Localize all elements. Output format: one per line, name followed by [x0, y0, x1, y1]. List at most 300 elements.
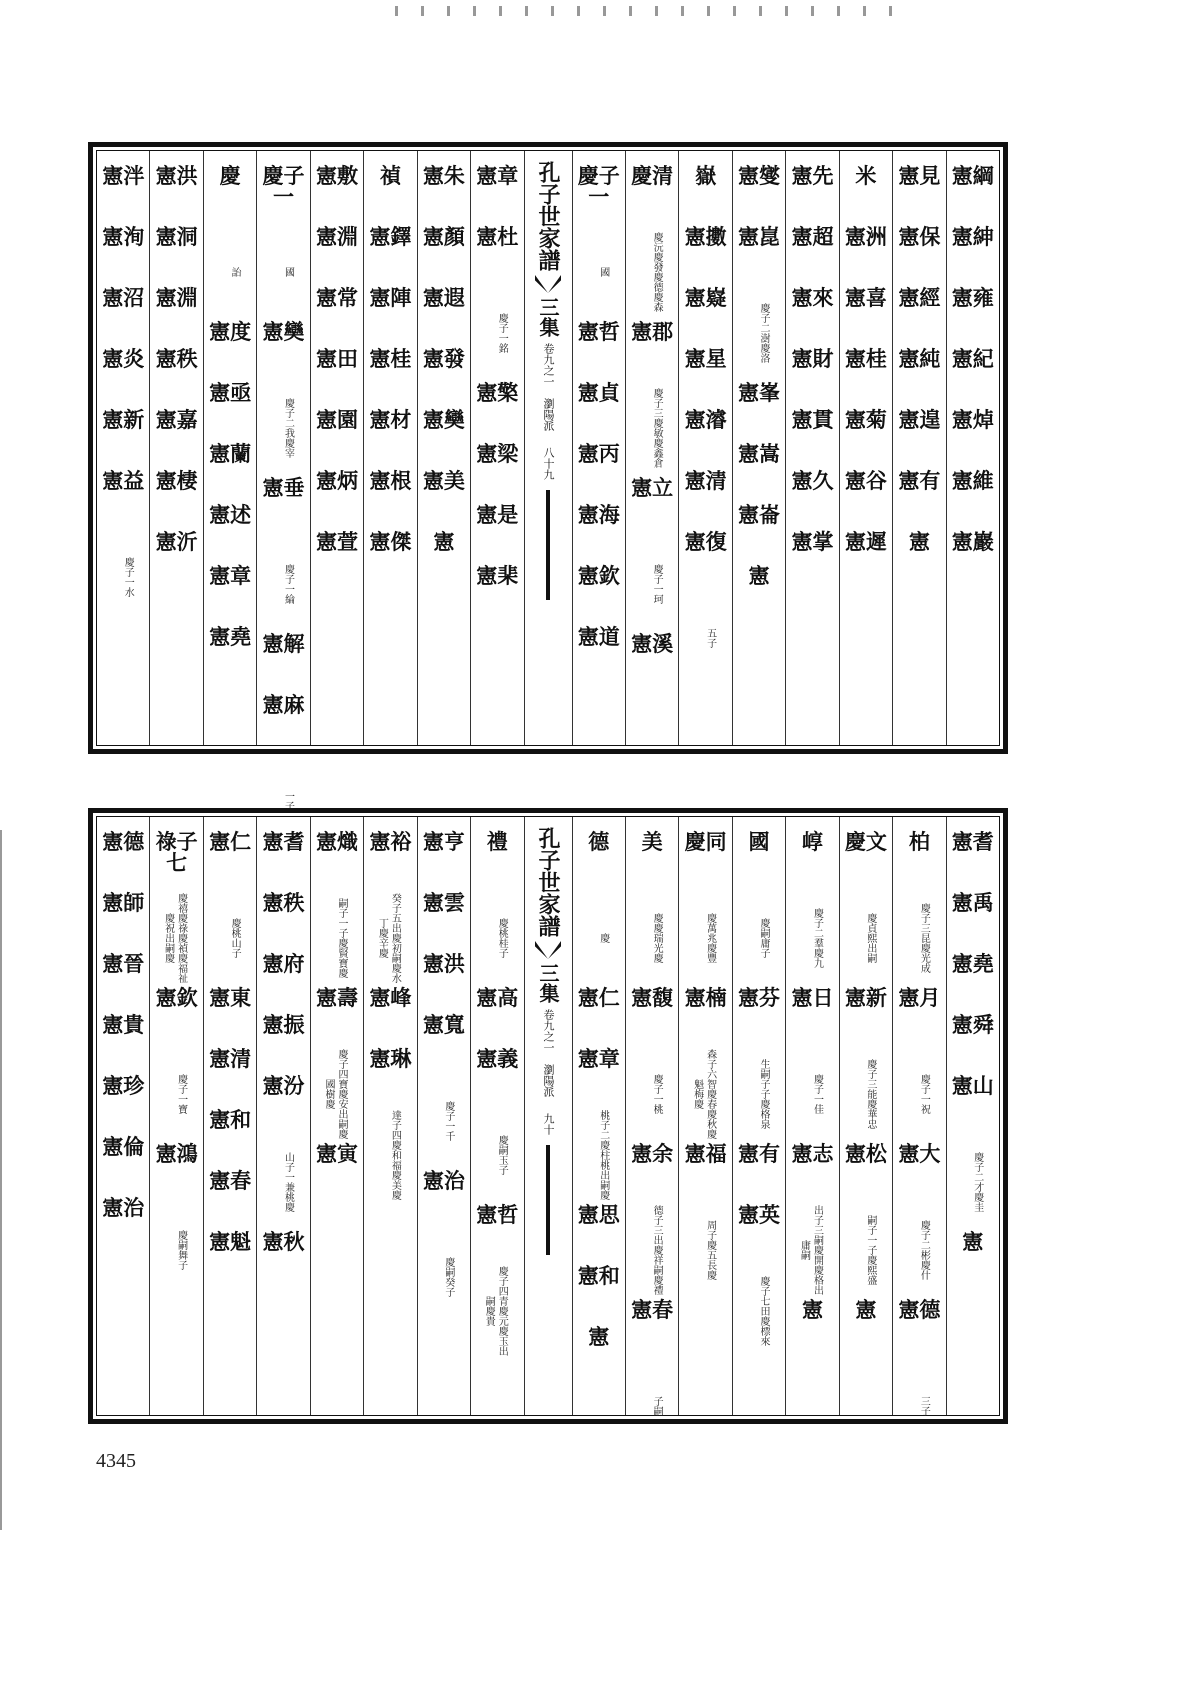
entry-name: 慶: [219, 163, 241, 188]
entry-annotation: 慶子一珂: [651, 564, 663, 604]
text-column-left-3: [363, 151, 416, 745]
entry-name: 憲桂: [844, 346, 887, 371]
name-entry: [150, 831, 202, 987]
name-entry: [209, 382, 251, 443]
text-column-right-3: [839, 817, 892, 1415]
name-entry: [476, 1204, 518, 1360]
name-entry: [209, 626, 251, 687]
entry-name: 憲春: [631, 1297, 674, 1322]
entry-name: 憲棲: [155, 468, 198, 493]
entry-name: 憲余: [631, 1141, 674, 1166]
name-entry: [738, 165, 780, 226]
fishtail-mark: [535, 275, 561, 293]
name-entry: [685, 531, 727, 687]
entry-name: 憲芬: [738, 985, 781, 1010]
name-entry: [952, 892, 994, 953]
name-entry: [578, 565, 620, 626]
name-entry: [423, 953, 465, 1014]
entry-annotation: 森子六智慶春慶秋慶魁梅慶: [691, 1049, 716, 1139]
name-entry: [316, 409, 358, 470]
entry-name: 美: [641, 829, 663, 854]
entry-annotation: 慶子一桃: [651, 1074, 663, 1114]
entry-name: 憲楠: [684, 985, 727, 1010]
name-entry: [749, 565, 770, 626]
entry-name: 憲義: [476, 1046, 519, 1071]
name-entry: [102, 470, 144, 626]
name-entry: [631, 165, 673, 321]
entry-name: 憲焯: [951, 407, 994, 432]
name-entry: [855, 1299, 876, 1360]
name-entry: [209, 1170, 251, 1231]
name-entry: [588, 1326, 609, 1387]
text-column-left-1: [470, 817, 523, 1415]
name-entry: [316, 165, 358, 226]
entry-name: 憲純: [898, 346, 941, 371]
name-entry: [578, 1265, 620, 1326]
entry-name: 憲顏: [422, 224, 465, 249]
entry-name: 憲發: [422, 346, 465, 371]
entry-name: 憲復: [684, 529, 727, 554]
name-entry: [952, 165, 994, 226]
entry-name: 憲紳: [951, 224, 994, 249]
entry-annotation: 慶子一千: [442, 1101, 454, 1141]
fishtail-mark: [535, 941, 561, 959]
name-entry: [685, 1143, 727, 1299]
name-entry: [845, 470, 887, 531]
entry-name: 憲德: [898, 1297, 941, 1322]
name-entry: [738, 1204, 780, 1360]
entry-name: 憲春: [209, 1168, 252, 1193]
entry-name: 憲海: [577, 502, 620, 527]
name-entry: [263, 892, 305, 953]
name-entry: [102, 348, 144, 409]
entry-name: 憲新: [102, 407, 145, 432]
entry-annotation: 慶子三能慶華忠: [864, 1059, 876, 1129]
name-entry: [102, 1075, 144, 1136]
entry-annotation: 慶子二彬慶什: [918, 1220, 930, 1280]
name-entry: [423, 409, 465, 470]
entry-name: 憲淵: [315, 224, 358, 249]
name-entry: [102, 892, 144, 953]
name-entry: [102, 1136, 144, 1197]
entry-name: 憲遐: [422, 285, 465, 310]
text-column-right-7: [625, 151, 678, 745]
entry-name: 憲章: [577, 1046, 620, 1071]
name-entry: [802, 1299, 823, 1360]
entry-name: 嶽: [695, 163, 717, 188]
entry-name: 憲泮: [102, 163, 145, 188]
entry-annotation: 周子慶五長慶: [704, 1220, 716, 1280]
name-entry: [845, 531, 887, 592]
entry-name: 憲峯: [738, 380, 781, 405]
name-entry: [578, 321, 620, 382]
name-entry: [476, 226, 518, 382]
text-column-left-6: [203, 151, 256, 745]
entry-annotation: 慶子一佳: [811, 1074, 823, 1114]
name-entry: [209, 443, 251, 504]
entry-name: 憲濬: [684, 407, 727, 432]
name-entry: [476, 565, 518, 626]
entry-annotation: 癸子五出慶初嗣慶水丁慶辛慶: [376, 893, 401, 983]
name-entry: [685, 470, 727, 531]
text-column-left-2: [417, 151, 470, 745]
name-entry: [952, 831, 994, 892]
entry-name: 憲嵩: [738, 441, 781, 466]
collection-label: 三集: [536, 297, 560, 337]
name-entry: [209, 987, 251, 1048]
name-entry: [156, 470, 198, 531]
name-entry: [219, 165, 241, 321]
name-entry: [476, 443, 518, 504]
entry-name: 憲治: [102, 1195, 145, 1220]
entry-name: 憲欽: [155, 985, 198, 1010]
name-entry: [102, 409, 144, 470]
name-entry: [573, 165, 625, 321]
entry-name: 憲見: [898, 163, 941, 188]
name-entry: [738, 1143, 780, 1204]
entry-annotation: 慶桃山子: [229, 918, 241, 958]
name-entry: [845, 831, 887, 987]
name-entry: [380, 165, 401, 226]
entry-name: 憲治: [422, 1168, 465, 1193]
entry-name: 憲章: [476, 163, 519, 188]
entry-name: 憲燮: [738, 163, 781, 188]
name-entry: [369, 831, 411, 987]
entry-annotation: 慶嗣癸子: [442, 1257, 454, 1297]
name-entry: [369, 348, 411, 409]
name-entry: [578, 1048, 620, 1204]
entry-name: 憲紀: [951, 346, 994, 371]
page-number: 4345: [96, 1450, 136, 1472]
entry-name: 憲度: [209, 319, 252, 344]
entry-name: 憲亨: [422, 829, 465, 854]
entry-name: 憲清: [684, 468, 727, 493]
entry-name: 憲雍: [951, 285, 994, 310]
name-entry: [156, 165, 198, 226]
name-entry: [631, 477, 673, 633]
name-entry: [263, 831, 305, 892]
name-entry: [845, 226, 887, 287]
name-entry: [631, 633, 673, 694]
entry-name: 憲有: [738, 1141, 781, 1166]
entry-name: 憲振: [262, 1012, 305, 1037]
name-entry: [316, 226, 358, 287]
entry-name: 柏: [908, 829, 930, 854]
entry-name: 憲洲: [844, 224, 887, 249]
entry-name: 憲: [855, 1297, 877, 1322]
text-column-right-1: [946, 151, 999, 745]
name-entry: [738, 226, 780, 382]
entry-name: 憲清: [209, 1046, 252, 1071]
name-entry: [631, 321, 673, 477]
name-entry: [578, 504, 620, 565]
name-entry: [898, 287, 940, 348]
name-entry: [845, 409, 887, 470]
name-entry: [369, 226, 411, 287]
entry-name: 憲朱: [422, 163, 465, 188]
entry-annotation: 慶禧慶祿慶禎慶福祉慶祝出嗣慶: [162, 893, 187, 983]
entry-annotation: 山子一兼桃慶: [282, 1152, 294, 1212]
text-column-right-2: [892, 151, 945, 745]
entry-name: 憲東: [209, 985, 252, 1010]
name-entry: [952, 470, 994, 531]
entry-name: 憲常: [315, 285, 358, 310]
name-entry: [423, 1014, 465, 1170]
entry-name: 憲福: [684, 1141, 727, 1166]
entry-annotation: 慶萬兆慶豐: [704, 913, 716, 963]
name-entry: [102, 831, 144, 892]
left-scan-edge: [0, 830, 2, 1530]
entry-annotation: 慶子二才慶圭: [971, 1152, 983, 1212]
entry-name: 憲仁: [209, 829, 252, 854]
entry-annotation: 慶子一銘: [496, 313, 508, 353]
entry-name: 憲杜: [476, 224, 519, 249]
name-entry: [631, 1143, 673, 1299]
name-entry: [845, 987, 887, 1143]
entry-name: 憲炳: [315, 468, 358, 493]
entry-name: 憲崙: [738, 502, 781, 527]
page-frame: [96, 150, 1000, 811]
name-entry: [685, 226, 727, 287]
name-entry: [209, 321, 251, 382]
book-title-column: [524, 151, 572, 745]
entry-name: 憲耆: [951, 829, 994, 854]
text-column-left-1: [470, 151, 523, 745]
entry-annotation: 慶子二澍慶洛: [758, 303, 770, 363]
entry-name: 憲郡: [631, 319, 674, 344]
name-entry: [738, 382, 780, 443]
name-entry: [423, 831, 465, 892]
name-entry: [263, 633, 305, 694]
entry-name: 禮: [486, 829, 508, 854]
name-entry: [102, 1014, 144, 1075]
entry-annotation: 出子三嗣慶開慶格出庸嗣: [798, 1205, 823, 1295]
name-entry: [962, 1231, 983, 1292]
entry-name: 憲奱: [262, 319, 305, 344]
name-entry: [578, 382, 620, 443]
name-entry: [578, 1204, 620, 1265]
name-entry: [102, 226, 144, 287]
name-entry: [423, 287, 465, 348]
name-entry: [102, 953, 144, 1014]
entry-name: 憲師: [102, 890, 145, 915]
name-entry: [209, 565, 251, 626]
name-entry: [476, 504, 518, 565]
name-entry: [156, 531, 198, 592]
name-entry: [952, 348, 994, 409]
name-entry: [209, 1231, 251, 1292]
name-entry: [316, 287, 358, 348]
name-entry: [791, 165, 833, 226]
entry-annotation: 子嗣: [651, 1396, 663, 1416]
text-column-right-6: [678, 151, 731, 745]
entry-name: 憲舜: [951, 1012, 994, 1037]
entry-name: 憲秩: [155, 346, 198, 371]
name-entry: [791, 348, 833, 409]
entry-name: 憲炎: [102, 346, 145, 371]
entry-name: 憲禹: [951, 890, 994, 915]
entry-name: 憲秋: [262, 1229, 305, 1254]
entry-name: 憲松: [844, 1141, 887, 1166]
entry-name: 憲益: [102, 468, 145, 493]
entry-name: 憲棐: [476, 563, 519, 588]
entry-annotation: 嗣子一子慶熙盛: [864, 1215, 876, 1285]
entry-name: 憲大: [898, 1141, 941, 1166]
entry-name: 憲有: [898, 468, 941, 493]
entry-name: 憲萱: [315, 529, 358, 554]
text-column-left-3: [363, 817, 416, 1415]
entry-name: 憲府: [262, 951, 305, 976]
name-entry: [845, 1143, 887, 1299]
entry-name: 慶同: [684, 829, 727, 854]
name-entry: [952, 953, 994, 1014]
name-entry: [738, 443, 780, 504]
name-entry: [855, 165, 876, 226]
entry-name: 崞: [801, 829, 823, 854]
name-entry: [476, 382, 518, 443]
name-entry: [433, 531, 454, 592]
collection-label: 三集: [536, 963, 560, 1003]
entry-annotation: 慶嗣玉子: [496, 1135, 508, 1175]
name-entry: [316, 348, 358, 409]
entry-name: 憲喜: [844, 285, 887, 310]
entry-annotation: 慶桃桂子: [496, 918, 508, 958]
entry-annotation: 慶子一祝: [918, 1074, 930, 1114]
name-entry: [476, 987, 518, 1048]
name-entry: [156, 348, 198, 409]
entry-annotation: 慶子一寶: [175, 1074, 187, 1114]
text-column-left-7: [149, 151, 202, 745]
name-entry: [423, 470, 465, 531]
text-column-right-5: [732, 817, 785, 1415]
name-entry: [738, 987, 780, 1143]
entry-name: 憲遑: [898, 407, 941, 432]
name-entry: [578, 443, 620, 504]
entry-name: 米: [855, 163, 877, 188]
entry-name: 憲欽: [577, 563, 620, 588]
entry-name: 憲先: [791, 163, 834, 188]
entry-name: 憲擻: [684, 224, 727, 249]
name-entry: [685, 987, 727, 1143]
text-column-left-5: [256, 151, 309, 811]
name-entry: [209, 504, 251, 565]
name-entry: [641, 831, 663, 987]
name-entry: [369, 470, 411, 531]
entry-annotation: 慶嗣庸子: [758, 918, 770, 958]
entry-name: 憲陣: [369, 285, 412, 310]
entry-name: 憲: [588, 1324, 610, 1349]
leaf-number: 八十九: [542, 447, 555, 480]
page-frame: [96, 816, 1000, 1416]
name-entry: [791, 287, 833, 348]
entry-name: 憲貫: [791, 407, 834, 432]
name-entry: [369, 409, 411, 470]
name-entry: [423, 226, 465, 287]
name-entry: [209, 831, 251, 987]
text-column-left-8: [97, 151, 149, 745]
name-entry: [952, 1014, 994, 1075]
entry-annotation: 國: [597, 267, 609, 277]
entry-name: 憲仁: [577, 985, 620, 1010]
name-entry: [898, 1299, 940, 1455]
entry-name: 憲掌: [791, 529, 834, 554]
entry-name: 慶清: [631, 163, 674, 188]
entry-name: 憲馥: [631, 985, 674, 1010]
entry-name: 禎: [379, 163, 401, 188]
entry-name: 憲桂: [369, 346, 412, 371]
entry-annotation: 達子四慶和福慶美慶: [389, 1110, 401, 1200]
name-entry: [631, 1299, 673, 1455]
entry-name: 憲鴻: [155, 1141, 198, 1166]
entry-name: 憲洪: [422, 951, 465, 976]
entry-annotation: 慶子四青慶元慶玉出嗣慶貴: [483, 1266, 508, 1356]
text-column-left-4: [310, 151, 363, 745]
entry-name: 憲貞: [577, 380, 620, 405]
text-column-right-6: [678, 817, 731, 1415]
entry-name: 憲嶷: [684, 285, 727, 310]
entry-name: 憲高: [476, 985, 519, 1010]
name-entry: [369, 1048, 411, 1204]
entry-name: 憲倫: [102, 1134, 145, 1159]
name-entry: [685, 409, 727, 470]
entry-annotation: 慶子一水: [122, 557, 134, 597]
entry-name: 憲: [801, 1297, 823, 1322]
text-column-left-5: [256, 817, 309, 1415]
entry-name: 慶文: [844, 829, 887, 854]
name-entry: [898, 165, 940, 226]
name-entry: [102, 1197, 144, 1258]
entry-name: 憲: [748, 563, 770, 588]
entry-name: 憲淵: [155, 285, 198, 310]
entry-annotation: 生嗣子子慶格泉: [758, 1059, 770, 1129]
entry-name: 憲雲: [422, 890, 465, 915]
entry-name: 憲山: [951, 1073, 994, 1098]
name-entry: [263, 477, 305, 633]
entry-annotation: 國: [282, 267, 294, 277]
entry-annotation: 慶子二羣慶九: [811, 908, 823, 968]
entry-name: 憲垂: [262, 475, 305, 500]
name-entry: [685, 348, 727, 409]
entry-name: 憲菊: [844, 407, 887, 432]
entry-name: 憲堯: [209, 624, 252, 649]
text-column-right-1: [946, 817, 999, 1415]
entry-name: 憲秩: [262, 890, 305, 915]
name-entry: [423, 348, 465, 409]
entry-name: 憲: [908, 529, 930, 554]
book-title-column: [524, 817, 572, 1415]
text-column-right-4: [785, 151, 838, 745]
entry-name: 憲財: [791, 346, 834, 371]
entry-name: 憲: [433, 529, 455, 554]
name-entry: [476, 165, 518, 226]
entry-name: 憲沂: [155, 529, 198, 554]
name-entry: [898, 409, 940, 470]
entry-name: 憲堯: [951, 951, 994, 976]
name-entry: [476, 1048, 518, 1204]
entry-name: 憲是: [476, 502, 519, 527]
entry-name: 憲田: [315, 346, 358, 371]
entry-name: 憲園: [315, 407, 358, 432]
name-entry: [898, 470, 940, 531]
center-bar: [546, 1145, 550, 1255]
entry-name: 憲德: [102, 829, 145, 854]
entry-name: 憲日: [791, 985, 834, 1010]
entry-name: 憲超: [791, 224, 834, 249]
entry-name: 憲熾: [315, 829, 358, 854]
name-entry: [908, 831, 930, 987]
text-column-right-2: [892, 817, 945, 1415]
entry-name: 憲經: [898, 285, 941, 310]
